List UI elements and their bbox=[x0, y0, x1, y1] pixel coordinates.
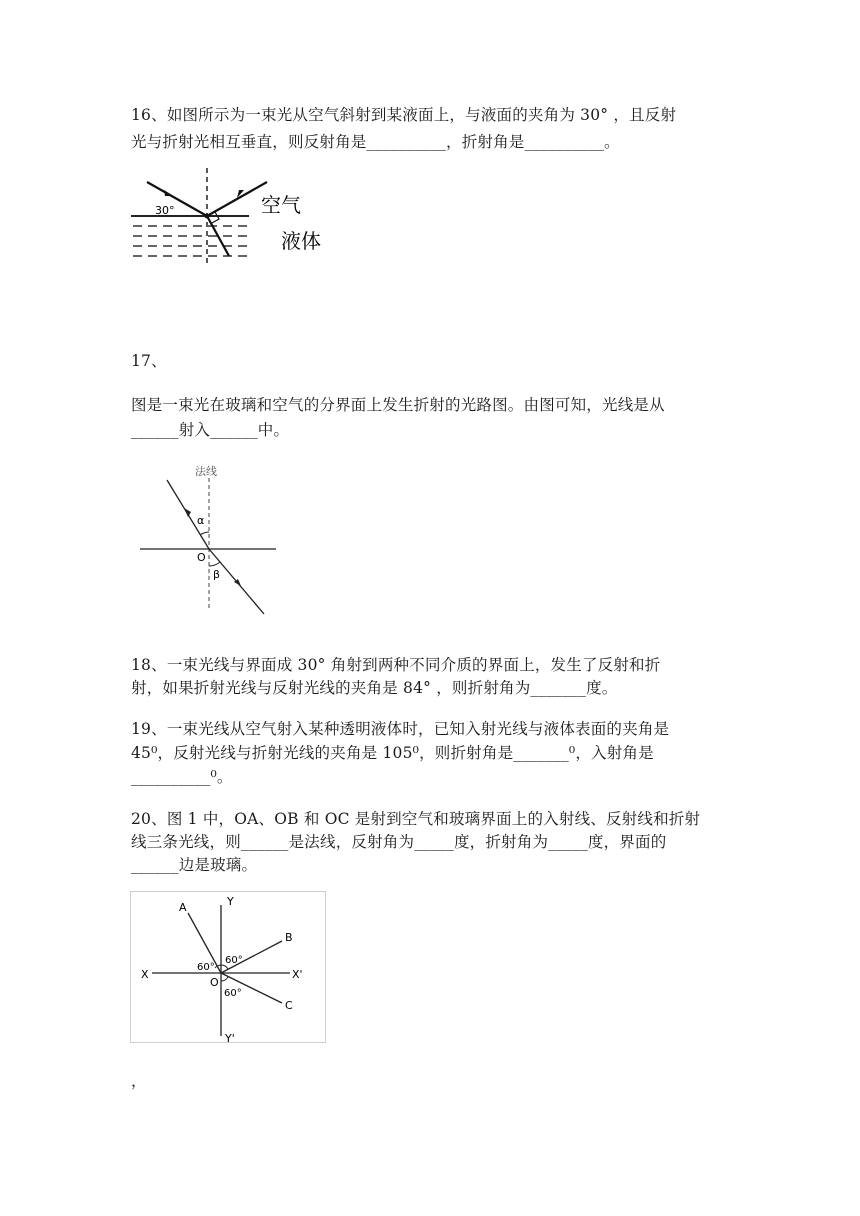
q17-normal-label: 法线 bbox=[195, 465, 217, 478]
q20-line-3: ______边是玻璃。 bbox=[131, 856, 258, 874]
q20-label-y: Y bbox=[227, 895, 234, 908]
q18-line-2: 射，如果折射光线与反射光线的夹角是 84° ，则折射角为_______度。 bbox=[131, 679, 618, 697]
q20-figure bbox=[130, 891, 326, 1043]
q16-line-1: 16、如图所示为一束光从空气斜射到某液面上，与液面的夹角为 30° ，且反射 bbox=[131, 106, 677, 124]
q20-label-c: C bbox=[285, 999, 293, 1012]
q17-origin-label: O bbox=[197, 551, 206, 564]
q17-beta-label: β bbox=[213, 568, 221, 581]
q20-label-a: A bbox=[179, 901, 187, 914]
q18-line-1: 18、一束光线与界面成 30° 角射到两种不同介质的界面上，发生了反射和折 bbox=[131, 656, 661, 674]
q19-line-1: 19、一束光线从空气射入某种透明液体时，已知入射光线与液体表面的夹角是 bbox=[131, 720, 670, 738]
q20-line-1: 20、图 1 中，OA、OB 和 OC 是射到空气和玻璃界面上的入射线、反射线和折射 bbox=[131, 810, 701, 828]
q19-line-2: 45⁰，反射光线与折射光线的夹角是 105⁰，则折射角是_______⁰，入射角是 bbox=[131, 744, 654, 762]
q20-label-b: B bbox=[285, 931, 293, 944]
q19-line-3: __________⁰。 bbox=[131, 768, 233, 786]
q16-liquid-label: 液体 bbox=[281, 229, 321, 253]
q20-label-o: O bbox=[210, 976, 219, 989]
q17-line-2: ______射入______中。 bbox=[131, 421, 290, 439]
q20-label-x-prime: X' bbox=[292, 968, 303, 981]
q16-air-label: 空气 bbox=[261, 193, 301, 217]
q16-figure bbox=[131, 168, 331, 266]
q20-angle-1: 60° bbox=[197, 962, 215, 973]
q20-label-x: X bbox=[141, 968, 149, 981]
q16-line-2: 光与折射光相互垂直，则反射角是__________，折射角是__________。 bbox=[131, 133, 620, 151]
q17-number: 17、 bbox=[131, 352, 167, 370]
trailing-comma: ， bbox=[131, 1072, 147, 1090]
q17-line-1: 图是一束光在玻璃和空气的分界面上发生折射的光路图。由图可知，光线是从 bbox=[131, 396, 665, 414]
q20-angle-3: 60° bbox=[224, 988, 242, 999]
q16-angle-label: 30° bbox=[155, 204, 175, 217]
q17-figure bbox=[138, 460, 278, 618]
q20-label-y-prime: Y' bbox=[225, 1032, 235, 1043]
q20-angle-2: 60° bbox=[225, 955, 243, 966]
q17-alpha-label: α bbox=[197, 514, 205, 527]
q20-line-2: 线三条光线，则______是法线，反射角为_____度，折射角为_____度，界面的 bbox=[131, 833, 667, 851]
